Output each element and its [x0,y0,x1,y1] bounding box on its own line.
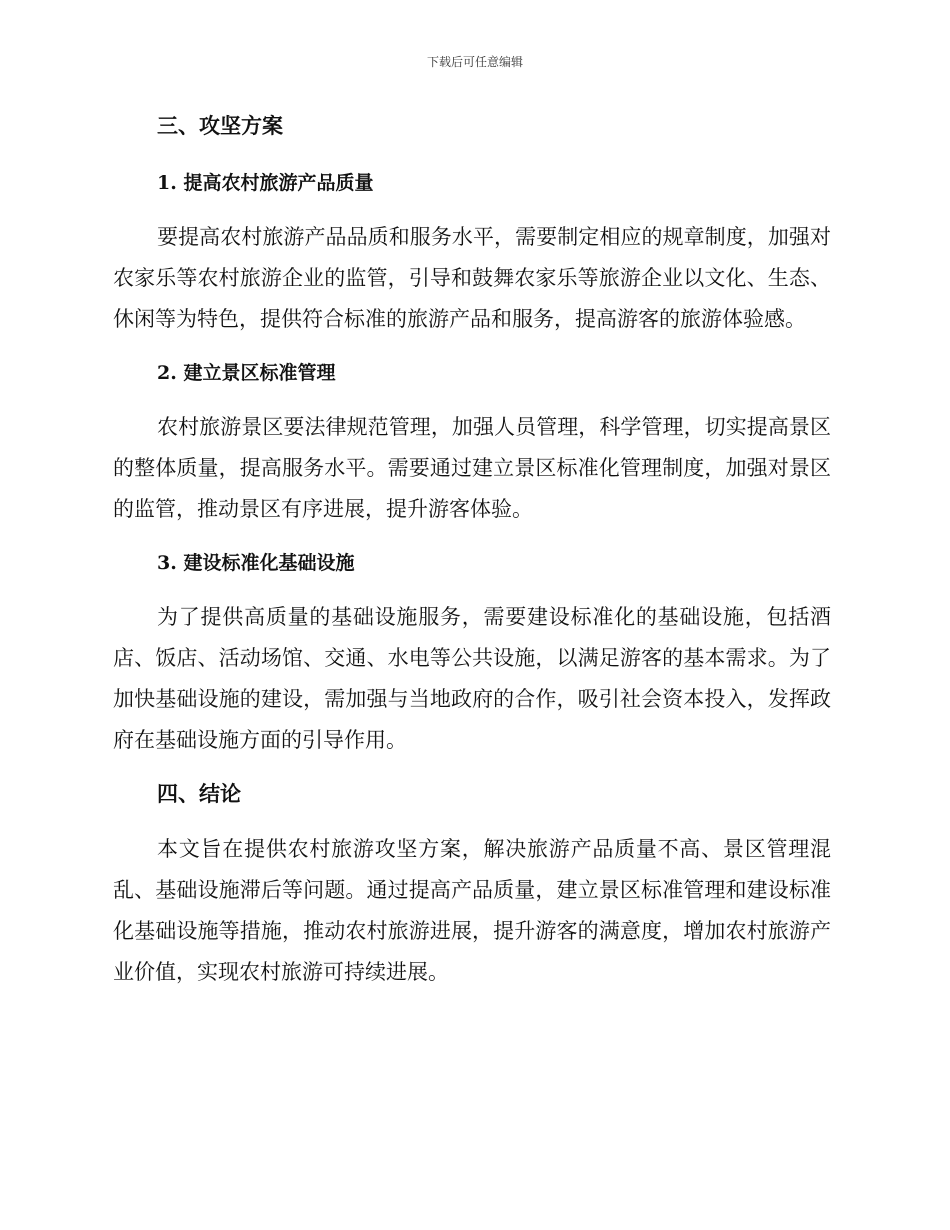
page-header: 下载后可任意编辑 [426,55,523,69]
paragraph-2: 农村旅游景区要法律规范管理，加强人员管理，科学管理，切实提高景区的整体质量，提高服务水平。需要通过建立景区标准化管理制度，加强对景区的监管，推动景区有序进展，提升游客体验。 [113,415,831,521]
section-title-plan: 三、攻坚方案 [157,113,283,138]
subsection-heading-1: 1. 提高农村旅游产品质量 [157,172,374,194]
subsection-heading-2: 2. 建立景区标准管理 [157,362,336,384]
document-body [113,106,831,1006]
paragraph-1: 要提高农村旅游产品品质和服务水平，需要制定相应的规章制度，加强对农家乐等农村旅游企业的监管，引导和鼓舞农家乐等旅游企业以文化、生态、休闲等为特色，提供符合标准的旅游产品和服务，提高游客的旅游体验感。 [113,225,831,331]
paragraph-3: 为了提供高质量的基础设施服务，需要建设标准化的基础设施，包括酒店、饭店、活动场馆、交通、水电等公共设施，以满足游客的基本需求。为了加快基础设施的建设，需加强与当地政府的合作，吸引社会资本投入，发挥政府在基础设施方面的引导作用。 [113,605,831,752]
paragraph-conclusion: 本文旨在提供农村旅游攻坚方案，解决旅游产品质量不高、景区管理混乱、基础设施滞后等问题。通过提高产品质量，建立景区标准管理和建设标准化基础设施等措施，推动农村旅游进展，提升游客的满意度，增加农村旅游产业价值，实现农村旅游可持续进展。 [113,837,831,984]
subsection-heading-3: 3. 建设标准化基础设施 [157,552,355,574]
section-title-conclusion: 四、结论 [157,781,241,806]
